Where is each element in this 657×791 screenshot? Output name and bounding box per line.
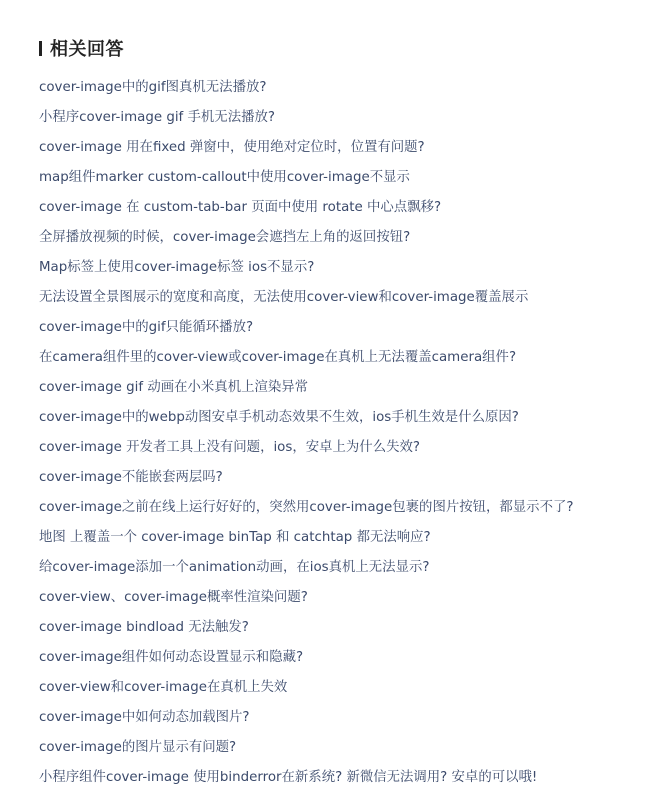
answer-link[interactable]: cover-image bindload 无法触发? bbox=[39, 620, 249, 635]
list-item bbox=[39, 281, 649, 311]
list-item bbox=[39, 131, 649, 161]
title-accent-bar bbox=[39, 41, 42, 56]
answer-link[interactable]: cover-image gif 动画在小米真机上渲染异常 bbox=[39, 380, 309, 395]
answer-link[interactable]: cover-image中的gif只能循环播放? bbox=[39, 320, 254, 335]
list-item bbox=[39, 311, 649, 341]
list-item bbox=[39, 701, 649, 731]
answer-link[interactable]: 全屏播放视频的时候，cover-image会遮挡左上角的返回按钮? bbox=[39, 230, 411, 245]
answer-link[interactable]: cover-view、cover-image概率性渲染问题? bbox=[39, 590, 308, 605]
section-header bbox=[39, 36, 124, 60]
list-item bbox=[39, 551, 649, 581]
answer-link[interactable]: cover-image 开发者工具上没有问题，ios，安卓上为什么失效? bbox=[39, 440, 420, 455]
list-item bbox=[39, 641, 649, 671]
answer-list bbox=[39, 71, 649, 791]
list-item bbox=[39, 371, 649, 401]
section-title: 相关回答 bbox=[50, 39, 124, 60]
answer-link[interactable]: cover-image的图片显示有问题? bbox=[39, 740, 237, 755]
list-item bbox=[39, 671, 649, 701]
list-item bbox=[39, 161, 649, 191]
list-item bbox=[39, 431, 649, 461]
answer-link[interactable]: cover-view和cover-image在真机上失效 bbox=[39, 680, 288, 695]
list-item bbox=[39, 521, 649, 551]
answer-link[interactable]: cover-image之前在线上运行好好的，突然用cover-image包裹的图片按钮，都显示不了? bbox=[39, 500, 574, 515]
answer-link[interactable]: cover-image组件如何动态设置显示和隐藏? bbox=[39, 650, 304, 665]
answer-link[interactable]: 小程序cover-image gif 手机无法播放? bbox=[39, 110, 275, 125]
answer-link[interactable]: 地图 上覆盖一个 cover-image binTap 和 catchtap 都无法响应? bbox=[39, 530, 431, 545]
answer-link[interactable]: map组件marker custom-callout中使用cover-image不显示 bbox=[39, 170, 410, 185]
answer-link[interactable]: cover-image 用在fixed 弹窗中，使用绝对定位时，位置有问题? bbox=[39, 140, 425, 155]
list-item bbox=[39, 251, 649, 281]
list-item bbox=[39, 761, 649, 791]
list-item bbox=[39, 221, 649, 251]
list-item bbox=[39, 731, 649, 761]
answer-link[interactable]: 给cover-image添加一个animation动画，在ios真机上无法显示? bbox=[39, 560, 430, 575]
list-item bbox=[39, 491, 649, 521]
list-item bbox=[39, 71, 649, 101]
list-item bbox=[39, 581, 649, 611]
answer-link[interactable]: cover-image中的webp动图安卓手机动态效果不生效，ios手机生效是什么原因? bbox=[39, 410, 519, 425]
answer-link[interactable]: Map标签上使用cover-image标签 ios不显示? bbox=[39, 260, 315, 275]
list-item bbox=[39, 191, 649, 221]
list-item bbox=[39, 341, 649, 371]
answer-link[interactable]: cover-image不能嵌套两层吗? bbox=[39, 470, 223, 485]
answer-link[interactable]: cover-image中如何动态加载图片? bbox=[39, 710, 250, 725]
list-item bbox=[39, 461, 649, 491]
answer-link[interactable]: 小程序组件cover-image 使用binderror在新系统? 新微信无法调用? 安卓的可以哦! bbox=[39, 770, 538, 785]
answer-link[interactable]: cover-image中的gif图真机无法播放? bbox=[39, 80, 267, 95]
list-item bbox=[39, 611, 649, 641]
answer-link[interactable]: cover-image 在 custom-tab-bar 页面中使用 rotate 中心点飘移? bbox=[39, 200, 442, 215]
list-item bbox=[39, 401, 649, 431]
answer-link[interactable]: 无法设置全景图展示的宽度和高度，无法使用cover-view和cover-image覆盖展示 bbox=[39, 290, 529, 305]
answer-link[interactable]: 在camera组件里的cover-view或cover-image在真机上无法覆盖camera组件? bbox=[39, 350, 517, 365]
list-item bbox=[39, 101, 649, 131]
